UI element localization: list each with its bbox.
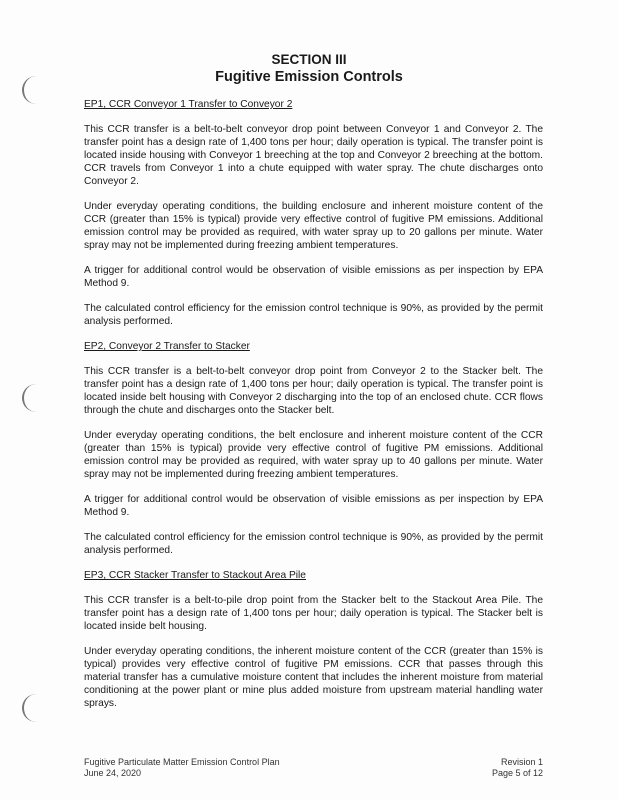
document-body: [84, 98, 543, 722]
ep2-paragraph: A trigger for additional control would be observation of visible emissions as per inspection by EPA Method 9.: [84, 494, 543, 518]
ep2-paragraph: The calculated control efficiency for the emission control technique is 90%, as provided by the permit analysis performed.: [84, 532, 543, 556]
section-title: Fugitive Emission Controls: [215, 69, 403, 85]
footer-doc-title: Fugitive Particulate Matter Emission Control Plan: [84, 757, 280, 767]
binder-mark: [22, 384, 38, 412]
ep3-paragraph: This CCR transfer is a belt-to-pile drop point from the Stacker belt to the Stackout Area Pile. The transfer point has a design rate of 1,400 tons per hour; daily operation is typical. The Stacker belt is located inside belt housing.: [84, 595, 543, 632]
footer-date: June 24, 2020: [84, 768, 142, 778]
binder-mark: [22, 694, 38, 722]
footer-page-number: Page 5 of 12: [491, 768, 543, 778]
ep1-paragraph: A trigger for additional control would be observation of visible emissions as per inspection by EPA Method 9.: [84, 265, 543, 289]
ep3-heading: EP3, CCR Stacker Transfer to Stackout Area Pile: [84, 570, 306, 581]
section-number: SECTION III: [271, 52, 347, 67]
footer-revision: Revision 1: [500, 757, 543, 767]
page-header: [0, 52, 618, 86]
ep1-paragraph: This CCR transfer is a belt-to-belt conveyor drop point between Conveyor 1 and Conveyor 2. The transfer point has a design rate of 1,400 tons per hour; daily operation is typical. The transfer point is located inside housing with Conveyor 1 breeching at the top and Conveyor 2 breeching at the bottom. CCR travels from Conveyor 1 into a chute equipped with water spray. The chute discharges onto Conveyor 2.: [84, 124, 543, 187]
ep1-paragraph: Under everyday operating conditions, the building enclosure and inherent moisture content of the CCR (greater than 15% is typical) provide very effective control of fugitive PM emissions. Additional emission control may be provided as required, with water spray up to 20 gallons per minute. Water spray may not be implemented during freezing ambient temperatures.: [84, 201, 543, 251]
ep1-paragraph: The calculated control efficiency for the emission control technique is 90%, as provided by the permit analysis performed.: [84, 303, 543, 327]
ep3-paragraph: Under everyday operating conditions, the inherent moisture content of the CCR (greater than 15% is typical) provides very effective control of fugitive PM emissions. CCR that passes through this material transfer has a cumulative moisture content that includes the inherent moisture from material conditioning at the power plant or mine plus added moisture from upstream material handling water sprays.: [84, 646, 543, 709]
ep2-heading: EP2, Conveyor 2 Transfer to Stacker: [84, 341, 250, 352]
ep1-heading: EP1, CCR Conveyor 1 Transfer to Conveyor 2: [84, 99, 293, 110]
ep2-paragraph: This CCR transfer is a belt-to-belt conveyor drop point from Conveyor 2 to the Stacker belt. The transfer point has a design rate of 1,400 tons per hour; daily operation is typical. The transfer point is located inside belt housing with Conveyor 2 discharging into the top of an enclosed chute. CCR flows through the chute and discharges onto the Stacker belt.: [84, 366, 543, 416]
ep2-paragraph: Under everyday operating conditions, the belt enclosure and inherent moisture content of the CCR (greater than 15% is typical) provide very effective control of fugitive PM emissions. Additional emission control may be provided as required, with water spray up to 40 gallons per minute. Water spray may not be implemented during freezing ambient temperatures.: [84, 430, 543, 480]
